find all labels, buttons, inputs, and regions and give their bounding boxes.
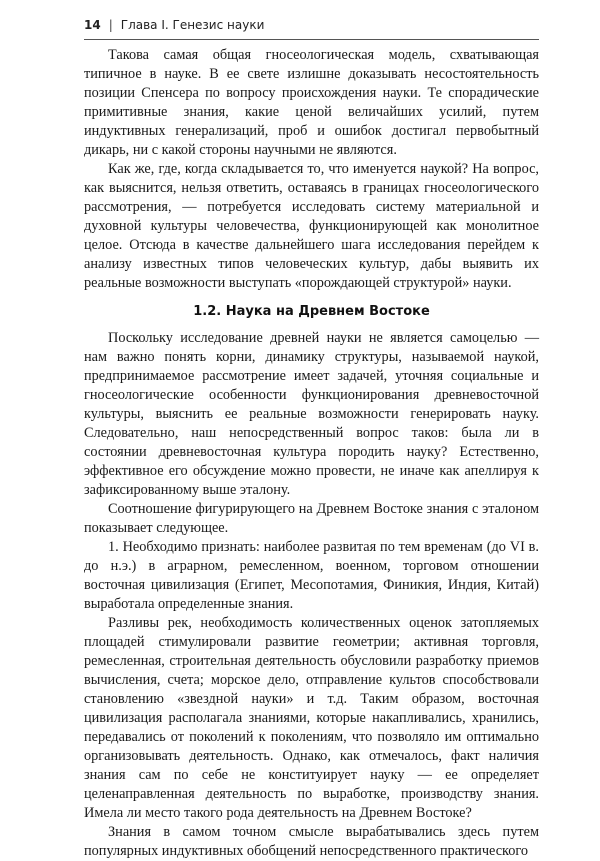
paragraph: Поскольку исследование древней науки не является самоцелью — нам важно понять корни, динамику структуры, называемой наукой, предпринимаемое рассмотрение имеет задачей, уточняя социальные и гносеологические особенности функционирования древневосточной культуры, выяснить ее реальные возможности генерировать науку. Следовательно, наш непосредственный вопрос таков: была ли в состоянии древневосточная культура породить науку? Естественно, эффективное его обсуждение можно провести, не иначе как апеллируя к зафиксированному выше эталону. [84, 330, 539, 498]
paragraph: Знания в самом точном смысле вырабатывались здесь путем популярных индуктивных обобщений непосредственного практического [84, 824, 539, 859]
paragraph: Разливы рек, необходимость количественных оценок затопляемых площадей стимулировали развитие геометрии; активная торговля, ремесленная, строительная деятельность обусловили разработку приемов вычисления, счета; морское дело, отправление культов способствовали становлению «звездной науки» и т.д. Таким образом, восточная цивилизация располагала знаниями, которые накапливались, хранились, передавались от поколений к поколениям, что позволяло им оптимально организовывать деятельность. Однако, как отмечалось, факт наличия знания сам по себе не конституирует науку — ее определяет целенаправленная деятельность по выработке, производству знания. Имела ли место такого рода деятельность на Древнем Востоке? [84, 615, 539, 821]
chapter-title: Глава I. Генезис науки [120, 18, 265, 32]
section-heading: 1.2. Наука на Древнем Востоке [193, 304, 430, 319]
paragraph: Такова самая общая гносеологическая модель, схватывающая типичное в науке. В ее свете излишне доказывать несостоятельность позиции Спенсера по вопросу происхождения науки. Те спорадические примитивные знания, какие ценой величайших усилий, путем индуктивных генерализаций, проб и ошибок достигал первобытный дикарь, ни с какой стороны научными не являются. [84, 47, 539, 158]
page-number: 14 [84, 18, 101, 32]
running-header [84, 13, 539, 40]
paragraph: Соотношение фигурирующего на Древнем Востоке знания с эталоном показывает следующее. [84, 501, 539, 536]
paragraph: Как же, где, когда складывается то, что именуется наукой? На вопрос, как выяснится, нельзя ответить, оставаясь в границах гносеологического рассмотрения, — потребуется исследовать систему материальной и духовной культуры человечества, функционирующей как монолитное целое. Отсюда в качестве дальнейшего шага исследования перейдем к анализу известных типов человеческих культур, дабы выявить их реальные возможности выступать «порождающей структурой» науки. [84, 161, 539, 291]
header-separator: | [108, 18, 113, 32]
paragraph: 1. Необходимо признать: наиболее развитая по тем временам (до VI в. до н.э.) в аграрном, ремесленном, военном, торговом отношении восточная цивилизация (Египет, Месопотамия, Финикия, Индия, Китай) выработала определенные знания. [84, 539, 539, 612]
page-body [84, 46, 539, 861]
